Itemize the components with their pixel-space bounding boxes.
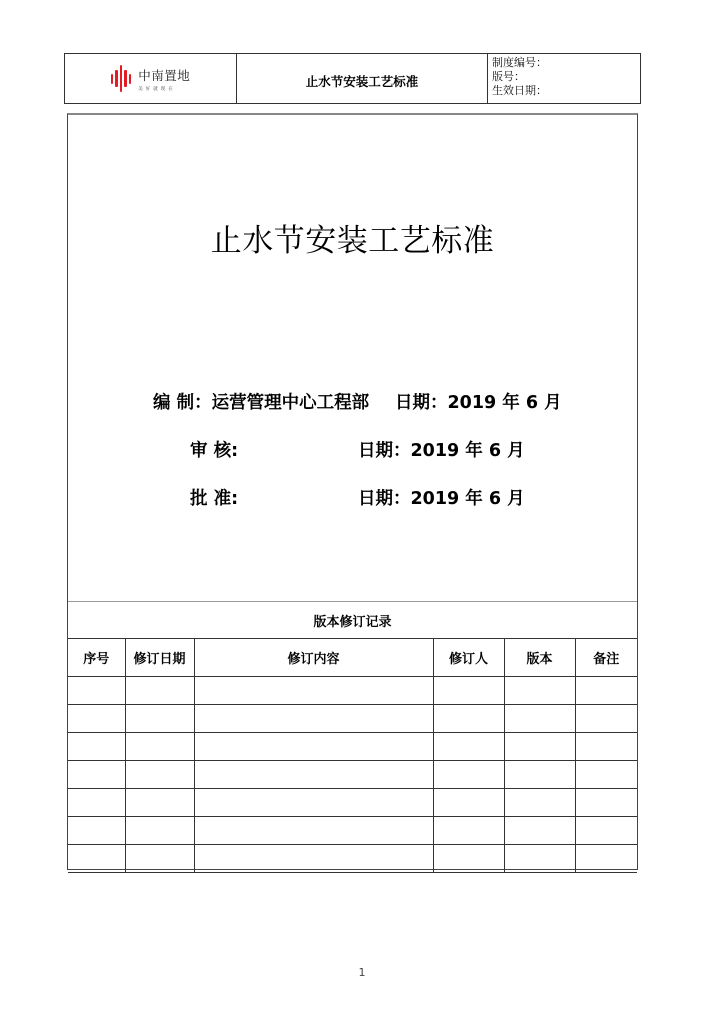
- cell: [575, 817, 637, 845]
- cell: [125, 845, 194, 873]
- approved-by-label: 批 准:: [190, 489, 239, 509]
- cell: [194, 817, 433, 845]
- col-seq: 序号: [68, 639, 125, 677]
- cell: [68, 705, 125, 733]
- revision-caption-row: [68, 602, 637, 639]
- cell: [504, 817, 575, 845]
- revision-caption: 版本修订记录: [68, 602, 637, 639]
- cell: [575, 789, 637, 817]
- cell: [433, 817, 504, 845]
- header-meta: [488, 54, 640, 103]
- revision-header-row: [68, 639, 637, 677]
- cell: [433, 705, 504, 733]
- brand-tagline: 美好就现在: [138, 86, 176, 92]
- table-row: [68, 677, 637, 705]
- cell: [433, 677, 504, 705]
- cell: [504, 733, 575, 761]
- cell: [68, 845, 125, 873]
- table-row: [68, 705, 637, 733]
- cell: [125, 817, 194, 845]
- table-row: [68, 789, 637, 817]
- logo-cell: [65, 54, 237, 103]
- cell: [575, 677, 637, 705]
- col-content: 修订内容: [194, 639, 433, 677]
- brand-name: 中南置地: [138, 67, 191, 83]
- cell: [194, 733, 433, 761]
- cell: [504, 761, 575, 789]
- reviewed-date: 日期：2019 年 6 月: [358, 441, 525, 461]
- cover-title: 止水节安装工艺标准: [210, 223, 495, 259]
- document-header: [64, 53, 641, 104]
- table-row: [68, 733, 637, 761]
- version-label: 版号：: [492, 70, 525, 83]
- revision-table: [68, 601, 637, 873]
- cell: [125, 789, 194, 817]
- cell: [125, 733, 194, 761]
- prepared-by-label: 编 制：运营管理中心工程部: [153, 393, 370, 413]
- cover-frame: [67, 113, 638, 870]
- table-row: [68, 845, 637, 873]
- reviewed-by-label: 审 核:: [190, 441, 239, 461]
- cell: [433, 761, 504, 789]
- cell: [504, 705, 575, 733]
- cell: [194, 677, 433, 705]
- cell: [433, 733, 504, 761]
- col-reviser: 修订人: [433, 639, 504, 677]
- cell: [575, 761, 637, 789]
- cell: [194, 761, 433, 789]
- header-doc-title: 止水节安装工艺标准: [237, 54, 488, 103]
- sound-wave-bars-icon: [111, 64, 132, 94]
- cell: [504, 677, 575, 705]
- page-number: 1: [358, 966, 366, 979]
- cell: [504, 789, 575, 817]
- cell: [575, 845, 637, 873]
- cell: [125, 705, 194, 733]
- cell: [504, 845, 575, 873]
- cell: [433, 845, 504, 873]
- approved-date: 日期：2019 年 6 月: [358, 489, 525, 509]
- cell: [68, 761, 125, 789]
- doc-number-label: 制度编号：: [492, 56, 547, 69]
- cell: [125, 677, 194, 705]
- cell: [68, 733, 125, 761]
- company-logo: [111, 64, 191, 94]
- col-version: 版本: [504, 639, 575, 677]
- col-date: 修订日期: [125, 639, 194, 677]
- col-remarks: 备注: [575, 639, 637, 677]
- cell: [125, 761, 194, 789]
- cell: [194, 789, 433, 817]
- prepared-date: 日期：2019 年 6 月: [395, 393, 562, 413]
- cell: [433, 789, 504, 817]
- cell: [575, 705, 637, 733]
- cell: [194, 705, 433, 733]
- effective-date-label: 生效日期：: [492, 84, 547, 97]
- cell: [68, 677, 125, 705]
- cell: [68, 789, 125, 817]
- cell: [194, 845, 433, 873]
- cell: [575, 733, 637, 761]
- cell: [68, 817, 125, 845]
- table-row: [68, 761, 637, 789]
- table-row: [68, 817, 637, 845]
